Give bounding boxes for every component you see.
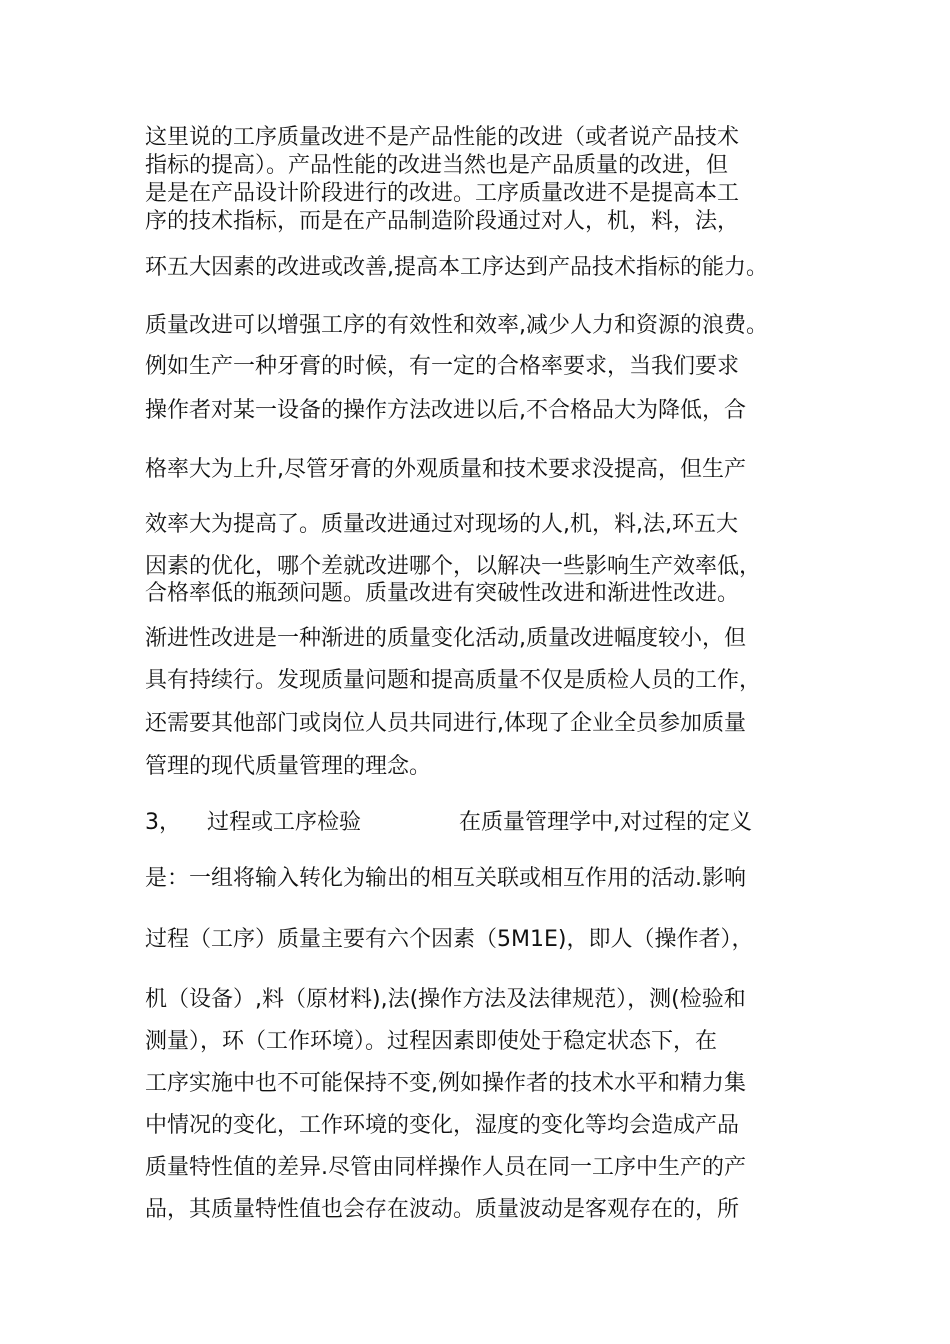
text-line: 因素的优化，哪个差就改进哪个，以解决一些影响生产效率低， xyxy=(145,554,762,579)
text-line: 过程（工序）质量主要有六个因素（5M1E)，即人（操作者）， xyxy=(145,927,754,952)
section-heading-line xyxy=(145,810,752,836)
text-line: 序的技术指标，而是在产品制造阶段通过对人，机，料，法， xyxy=(145,209,740,234)
text-line: 指标的提高）。产品性能的改进当然也是产品质量的改进，但 xyxy=(145,153,729,178)
text-line: 测量），环（工作环境）。过程因素即使处于稳定状态下，在 xyxy=(145,1029,718,1054)
text-line: 工序实施中也不可能保持不变,例如操作者的技术水平和精力集 xyxy=(145,1071,746,1096)
section-title: 过程或工序检验 xyxy=(207,810,362,835)
text-line: 效率大为提高了。质量改进通过对现场的人,机，料,法,环五大 xyxy=(145,512,738,537)
text-line: 机（设备）,料（原材料),法(操作方法及法律规范），测(检验和 xyxy=(145,987,746,1012)
section-number: 3， xyxy=(145,810,181,835)
text-line: 中情况的变化，工作环境的变化，湿度的变化等均会造成产品 xyxy=(145,1113,740,1138)
text-line: 格率大为上升,尽管牙膏的外观质量和技术要求没提高，但生产 xyxy=(145,457,746,482)
text-line: 还需要其他部门或岗位人员共同进行,体现了企业全员参加质量 xyxy=(145,711,746,736)
text-line: 渐进性改进是一种渐进的质量变化活动,质量改进幅度较小，但 xyxy=(145,626,746,651)
text-line: 环五大因素的改进或改善,提高本工序达到产品技术指标的能力。 xyxy=(145,255,768,280)
text-line: 是：一组将输入转化为输出的相互关联或相互作用的活动.影响 xyxy=(145,866,746,891)
text-line: 管理的现代质量管理的理念。 xyxy=(145,754,432,779)
text-line: 是是在产品设计阶段进行的改进。工序质量改进不是提高本工 xyxy=(145,181,740,206)
text-line: 质量改进可以增强工序的有效性和效率,减少人力和资源的浪费。 xyxy=(145,313,768,338)
text-line: 这里说的工序质量改进不是产品性能的改进（或者说产品技术 xyxy=(145,125,740,150)
text-line: 操作者对某一设备的操作方法改进以后,不合格品大为降低，合 xyxy=(145,398,746,423)
text-line: 合格率低的瓶颈问题。质量改进有突破性改进和渐进性改进。 xyxy=(145,581,740,606)
text-line: 质量特性值的差异.尽管由同样操作人员在同一工序中生产的产 xyxy=(145,1155,746,1180)
text-line: 品，其质量特性值也会存在波动。质量波动是客观存在的，所 xyxy=(145,1197,740,1222)
section-text: 在质量管理学中,对过程的定义 xyxy=(459,810,753,835)
text-line: 具有持续行。发现质量问题和提高质量不仅是质检人员的工作， xyxy=(145,668,762,693)
text-line: 例如生产一种牙膏的时候，有一定的合格率要求，当我们要求 xyxy=(145,354,740,379)
